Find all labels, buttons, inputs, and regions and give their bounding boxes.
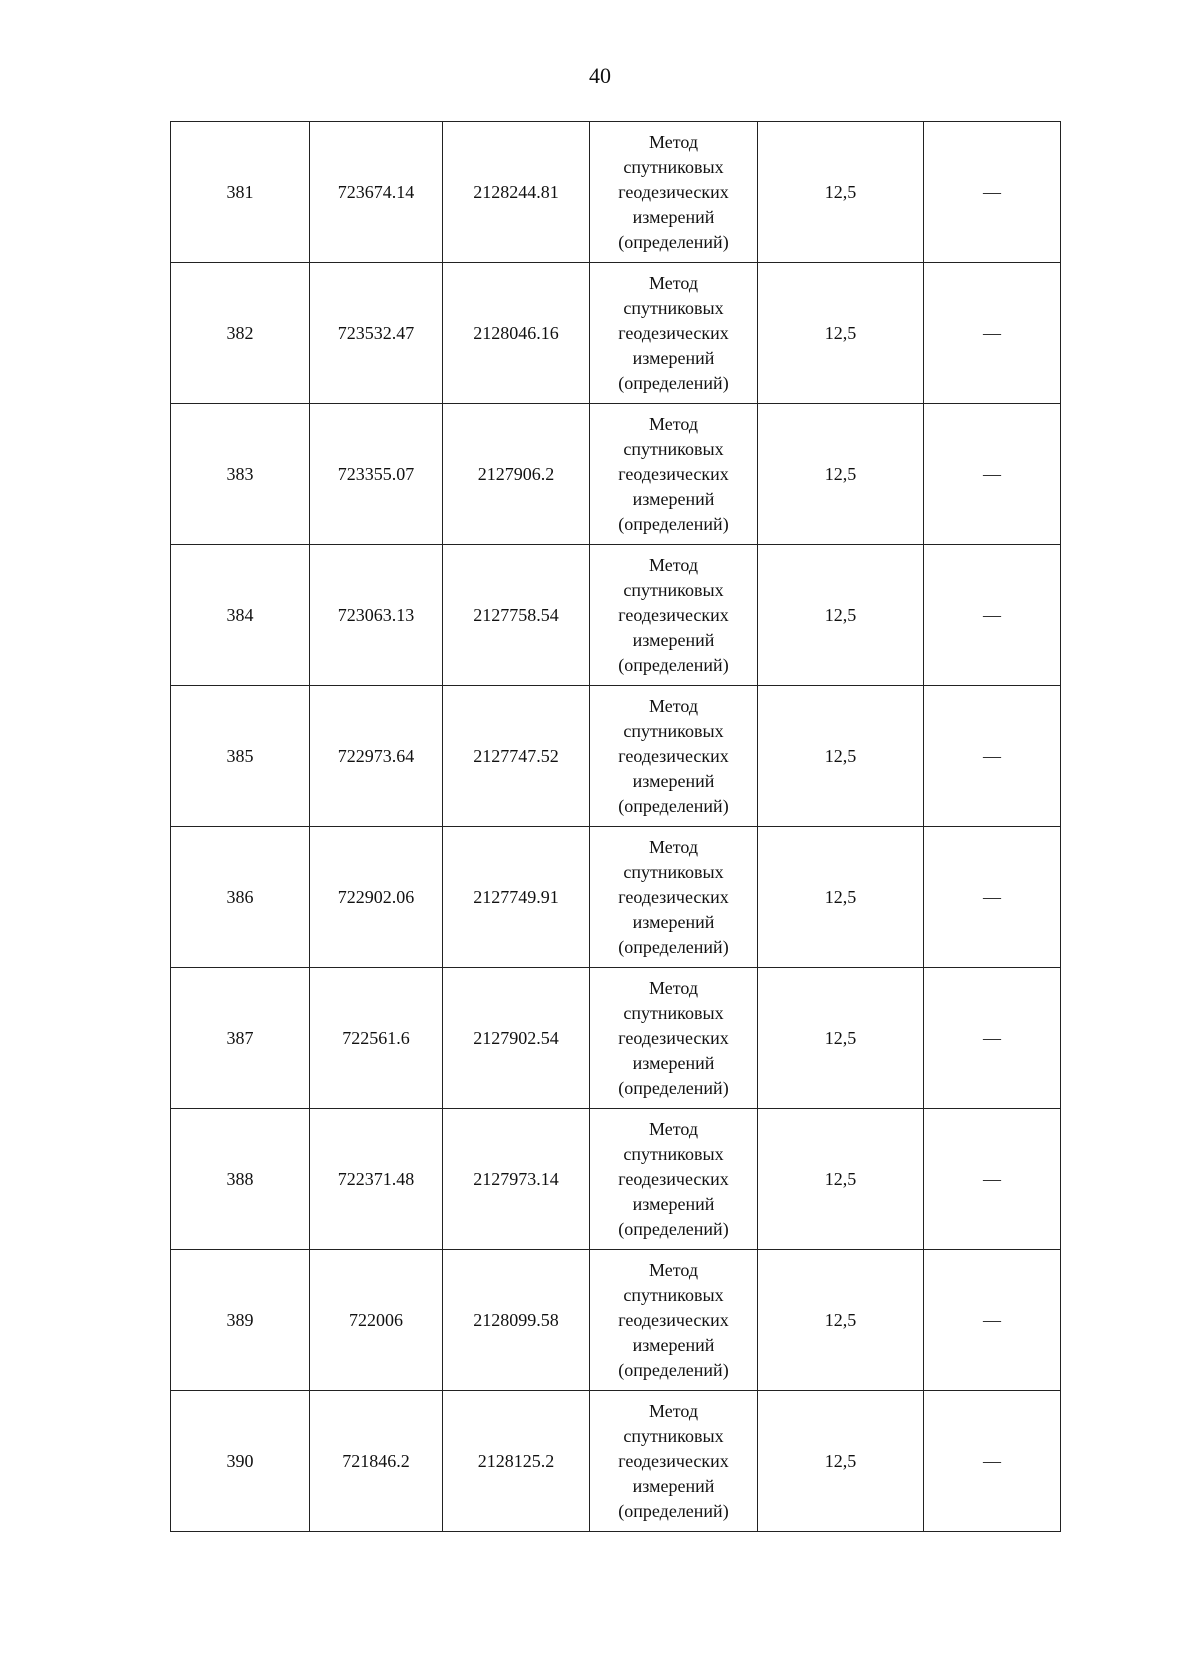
x-coordinate-cell: 723532.47	[310, 263, 443, 404]
table-row	[171, 1109, 1061, 1250]
note-cell: —	[924, 122, 1061, 263]
y-coordinate-cell: 2128046.16	[443, 263, 590, 404]
x-coordinate-cell: 722902.06	[310, 827, 443, 968]
method-cell: Метод спутниковых геодезических измерений (определений)	[590, 1391, 758, 1532]
note-cell: —	[924, 263, 1061, 404]
table-row	[171, 263, 1061, 404]
accuracy-cell: 12,5	[758, 1250, 924, 1391]
accuracy-cell: 12,5	[758, 827, 924, 968]
y-coordinate-cell: 2128244.81	[443, 122, 590, 263]
table-row	[171, 545, 1061, 686]
method-cell: Метод спутниковых геодезических измерений (определений)	[590, 686, 758, 827]
page-number: 40	[589, 63, 611, 88]
point-number-cell: 385	[171, 686, 310, 827]
note-cell: —	[924, 827, 1061, 968]
table-row	[171, 686, 1061, 827]
table-row	[171, 1391, 1061, 1532]
table-body	[171, 122, 1061, 1532]
y-coordinate-cell: 2128125.2	[443, 1391, 590, 1532]
coordinates-table	[170, 121, 1061, 1532]
accuracy-cell: 12,5	[758, 1109, 924, 1250]
method-cell: Метод спутниковых геодезических измерений (определений)	[590, 968, 758, 1109]
y-coordinate-cell: 2127747.52	[443, 686, 590, 827]
table-row	[171, 968, 1061, 1109]
note-cell: —	[924, 968, 1061, 1109]
y-coordinate-cell: 2127906.2	[443, 404, 590, 545]
point-number-cell: 381	[171, 122, 310, 263]
method-cell: Метод спутниковых геодезических измерений (определений)	[590, 122, 758, 263]
point-number-cell: 386	[171, 827, 310, 968]
method-cell: Метод спутниковых геодезических измерений (определений)	[590, 827, 758, 968]
table-row	[171, 827, 1061, 968]
accuracy-cell: 12,5	[758, 404, 924, 545]
note-cell: —	[924, 1391, 1061, 1532]
method-cell: Метод спутниковых геодезических измерений (определений)	[590, 1109, 758, 1250]
y-coordinate-cell: 2127758.54	[443, 545, 590, 686]
accuracy-cell: 12,5	[758, 122, 924, 263]
y-coordinate-cell: 2127902.54	[443, 968, 590, 1109]
x-coordinate-cell: 723355.07	[310, 404, 443, 545]
accuracy-cell: 12,5	[758, 968, 924, 1109]
x-coordinate-cell: 723674.14	[310, 122, 443, 263]
x-coordinate-cell: 722561.6	[310, 968, 443, 1109]
x-coordinate-cell: 722973.64	[310, 686, 443, 827]
note-cell: —	[924, 545, 1061, 686]
table-row	[171, 1250, 1061, 1391]
point-number-cell: 389	[171, 1250, 310, 1391]
point-number-cell: 383	[171, 404, 310, 545]
accuracy-cell: 12,5	[758, 1391, 924, 1532]
y-coordinate-cell: 2127749.91	[443, 827, 590, 968]
table-row	[171, 122, 1061, 263]
note-cell: —	[924, 686, 1061, 827]
point-number-cell: 384	[171, 545, 310, 686]
point-number-cell: 390	[171, 1391, 310, 1532]
table-row	[171, 404, 1061, 545]
x-coordinate-cell: 722006	[310, 1250, 443, 1391]
note-cell: —	[924, 1109, 1061, 1250]
x-coordinate-cell: 722371.48	[310, 1109, 443, 1250]
method-cell: Метод спутниковых геодезических измерений (определений)	[590, 263, 758, 404]
point-number-cell: 388	[171, 1109, 310, 1250]
method-cell: Метод спутниковых геодезических измерений (определений)	[590, 1250, 758, 1391]
point-number-cell: 387	[171, 968, 310, 1109]
accuracy-cell: 12,5	[758, 263, 924, 404]
accuracy-cell: 12,5	[758, 545, 924, 686]
method-cell: Метод спутниковых геодезических измерений (определений)	[590, 545, 758, 686]
method-cell: Метод спутниковых геодезических измерений (определений)	[590, 404, 758, 545]
note-cell: —	[924, 404, 1061, 545]
x-coordinate-cell: 723063.13	[310, 545, 443, 686]
accuracy-cell: 12,5	[758, 686, 924, 827]
point-number-cell: 382	[171, 263, 310, 404]
y-coordinate-cell: 2127973.14	[443, 1109, 590, 1250]
y-coordinate-cell: 2128099.58	[443, 1250, 590, 1391]
note-cell: —	[924, 1250, 1061, 1391]
x-coordinate-cell: 721846.2	[310, 1391, 443, 1532]
